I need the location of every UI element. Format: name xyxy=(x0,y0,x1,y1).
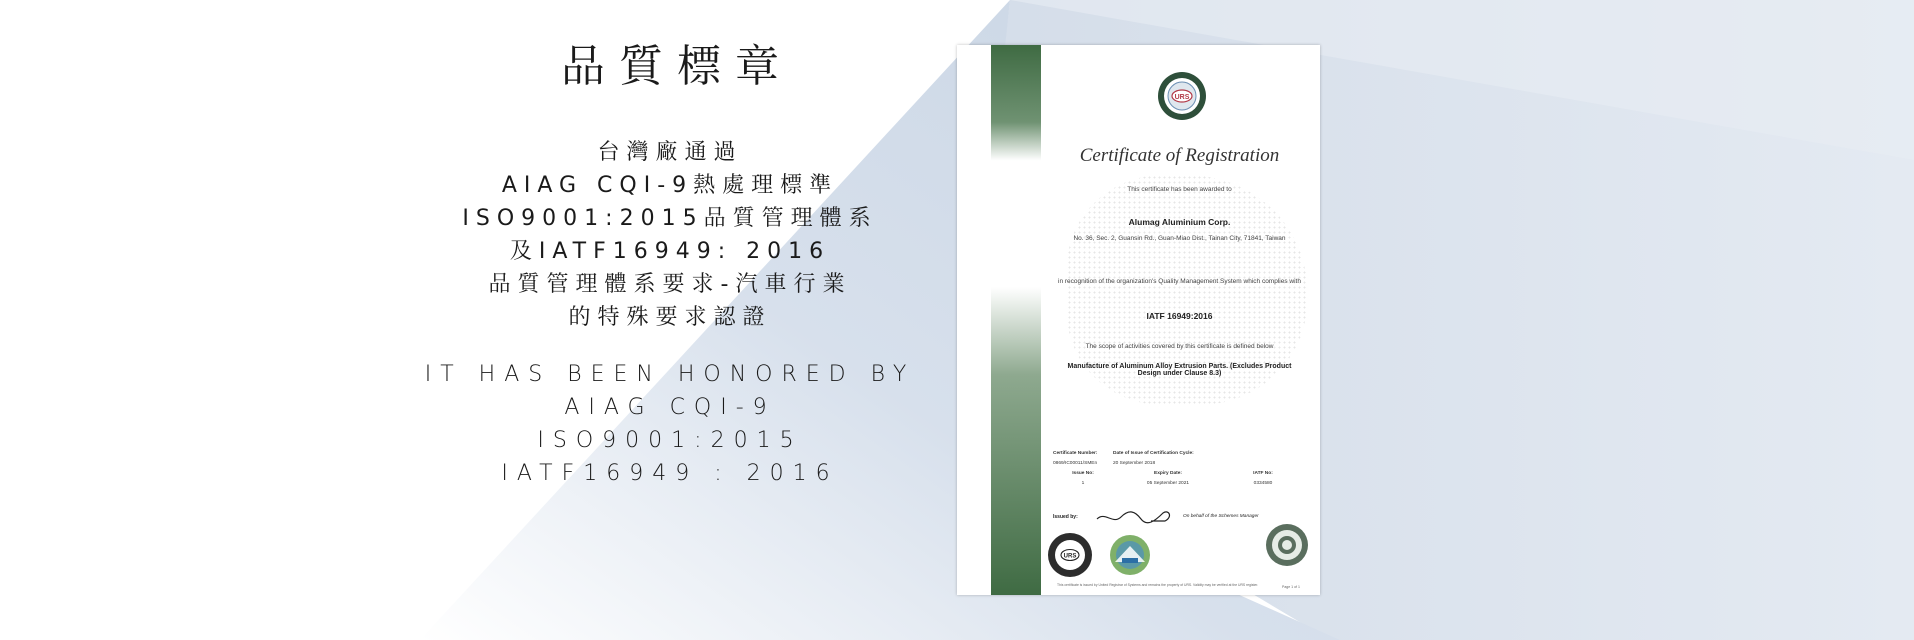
chinese-line: 台灣廠通過 xyxy=(597,140,743,165)
english-line: IATF16949 : 2016 xyxy=(501,461,839,486)
expiry-value: 05 September 2021 xyxy=(1146,481,1190,486)
company-name: Alumag Aluminium Corp. xyxy=(1128,217,1231,227)
certificate-details-table xyxy=(1053,451,1303,486)
standard-name: IATF 16949:2016 xyxy=(1146,311,1213,321)
certificate-green-stripe xyxy=(991,45,1041,595)
iatf-logo-icon xyxy=(1105,532,1155,578)
english-line: AIAG CQI-9 xyxy=(564,395,776,420)
certificate-footer: This certificate is issued by United Registrar of Systems and remains the property of URS. Validity may be verified at the URS register. xyxy=(1057,583,1259,587)
iatf-value: 0334580 xyxy=(1253,481,1273,486)
scope-text: Manufacture of Aluminum Alloy Extrusion Parts. (Excludes Product Design under Clause 8.3) xyxy=(1067,363,1292,377)
awarded-text: This certificate has been awarded to xyxy=(1127,186,1232,193)
issue-no-value: 1 xyxy=(1081,481,1085,486)
english-line: ISO9001:2015 xyxy=(537,428,803,453)
chinese-line: 的特殊要求認證 xyxy=(568,305,772,330)
iatf-label: IATF No: xyxy=(1253,471,1273,476)
page-title: 品質標章 xyxy=(561,41,793,92)
chinese-line: 及IATF16949: 2016 xyxy=(509,239,831,264)
chinese-line: AIAG CQI-9熱處理標準 xyxy=(501,173,839,198)
svg-text:URS: URS xyxy=(1174,94,1190,101)
issued-by-label: Issued by: xyxy=(1053,514,1078,520)
cert-number-label: Certificate Number: xyxy=(1053,451,1098,456)
english-description xyxy=(420,358,920,490)
on-behalf-text: On behalf of the Schemes Manager xyxy=(1183,514,1259,519)
issue-no-label: Issue No: xyxy=(1072,471,1094,476)
english-line: IT HAS BEEN HONORED BY xyxy=(424,362,916,387)
certificate-title: Certificate of Registration xyxy=(1079,145,1280,166)
certificate-image[interactable] xyxy=(957,45,1320,595)
recognition-text: in recognition of the organization's Quality Management System which complies with xyxy=(1058,278,1301,285)
chinese-line: ISO9001:2015品質管理體系 xyxy=(462,206,878,231)
expiry-label: Expiry Date: xyxy=(1154,471,1182,476)
cert-number-value: 0869/IC00011/SMEn xyxy=(1053,461,1098,466)
urs-accreditation-logo-icon xyxy=(1047,532,1093,578)
certificate-content xyxy=(1047,45,1312,595)
date-label: Date of Issue of Certification Cycle: xyxy=(1113,451,1194,456)
signature-icon xyxy=(1095,507,1175,527)
page-label: Page 1 of 1 xyxy=(1282,585,1300,589)
certification-text-block xyxy=(420,30,920,490)
date-value: 20 September 2018 xyxy=(1113,461,1156,466)
scope-intro: The scope of activities covered by this certificate is defined below xyxy=(1085,343,1274,350)
urs-seal-icon xyxy=(1157,71,1207,121)
chinese-description xyxy=(420,136,920,334)
company-address: No. 36, Sec. 2, Guansin Rd., Guan-Miao Dist., Tainan City, 71841, Taiwan xyxy=(1073,235,1286,242)
scheme-seal-icon xyxy=(1265,523,1309,567)
svg-text:URS: URS xyxy=(1063,553,1077,560)
chinese-line: 品質管理體系要求-汽車行業 xyxy=(488,272,852,297)
